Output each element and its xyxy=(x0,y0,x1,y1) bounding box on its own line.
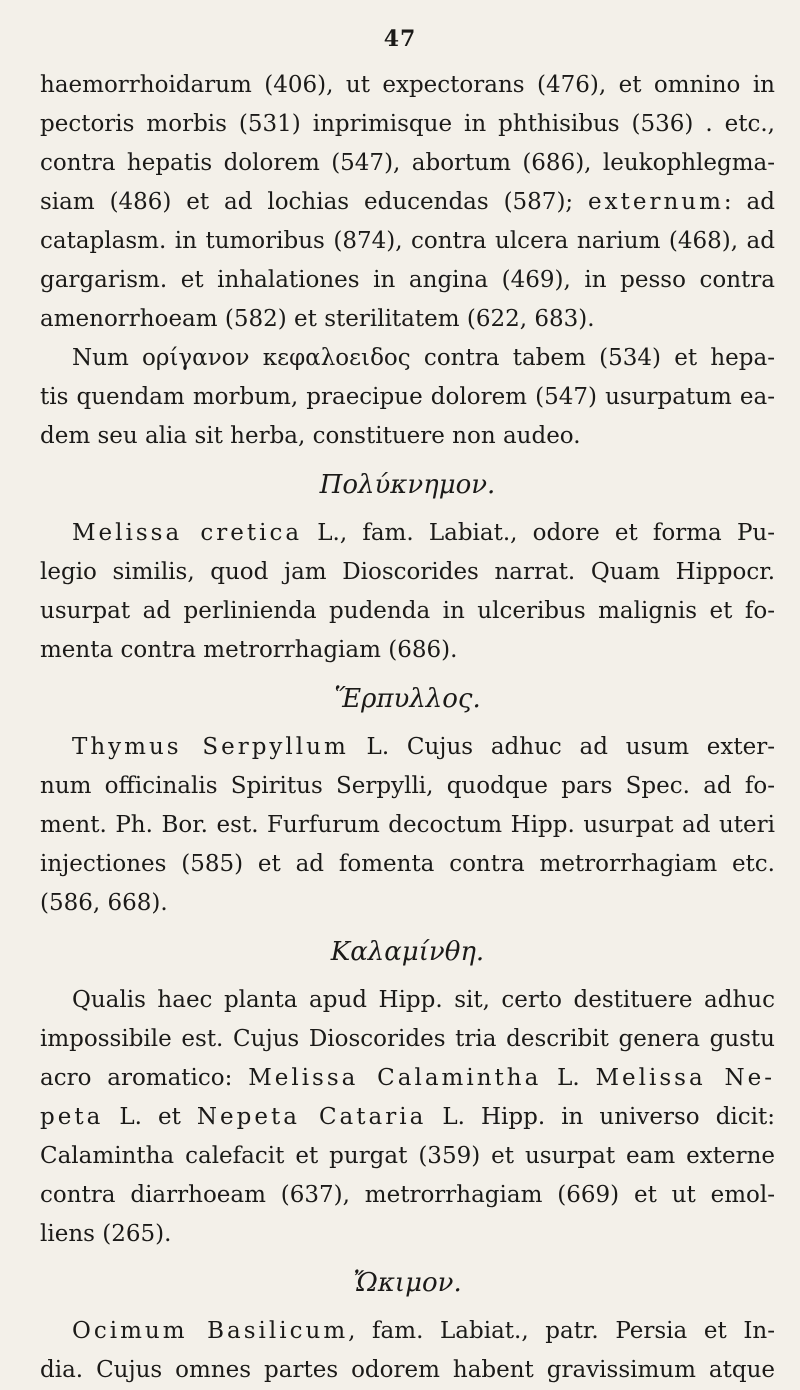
text-line: amenorrhoeam (582) et sterilitatem (622, 683). xyxy=(40,306,595,332)
text-line: dem seu alia sit herba, constituere non audeo. xyxy=(40,423,581,449)
spaced-term: Thymus Serpyllum xyxy=(72,734,349,760)
text-line: liens (265). xyxy=(40,1221,172,1247)
text-line: haemorrhoidarum (406), ut expectorans (476), et omnino in xyxy=(40,72,775,98)
text-line xyxy=(40,1059,775,1098)
text-line xyxy=(40,183,775,222)
text-line: (586, 668). xyxy=(40,890,168,916)
page-text xyxy=(40,66,775,1390)
page-number: 47 xyxy=(383,26,417,52)
spaced-term: Melissa Ne- xyxy=(595,1065,775,1091)
text-line: Qualis haec planta apud Hipp. sit, certo destituere adhuc xyxy=(72,987,775,1013)
text-line: injectiones (585) et ad fomenta contra metrorrhagiam etc. xyxy=(40,851,775,877)
text-run: siam (486) et ad lochias educendas (587); xyxy=(40,189,589,215)
text-line: pectoris morbis (531) inprimisque in phthisibus (536) . etc., xyxy=(40,111,775,137)
section-heading: Καλαμίνθη. xyxy=(330,937,485,967)
text-line: ment. Ph. Bor. est. Furfurum decoctum Hipp. usurpat ad uteri xyxy=(40,812,775,838)
section-heading: Ὤκιμον. xyxy=(353,1268,462,1298)
section-heading: Ἕρπυλλος. xyxy=(334,684,481,714)
text-run: , fam. Labiat., patr. Persia et In- xyxy=(348,1318,775,1344)
text-line: usurpat ad perlinienda pudenda in ulceribus malignis et fo- xyxy=(40,598,775,624)
text-run: L. xyxy=(541,1065,596,1091)
spaced-term: Ocimum Basilicum xyxy=(72,1318,349,1344)
text-run: L. Cujus adhuc ad usum exter- xyxy=(348,734,775,760)
text-line: Num ορίγανον κεφαλοειδος contra tabem (534) et hepa- xyxy=(72,345,775,371)
spaced-term: Nepeta Cataria xyxy=(196,1104,427,1130)
section-heading: Πολύκνημον. xyxy=(319,470,496,500)
text-line: gargarism. et inhalationes in angina (469), in pesso contra xyxy=(40,267,775,293)
spaced-term: peta xyxy=(40,1104,104,1130)
text-run: L. Hipp. in universo dicit: xyxy=(426,1104,775,1130)
text-run: : ad xyxy=(723,189,775,215)
text-line: dia. Cujus omnes partes odorem habent gravissimum atque xyxy=(40,1357,775,1383)
text-line: impossibile est. Cujus Dioscorides tria describit genera gustu xyxy=(40,1026,775,1052)
text-line: num officinalis Spiritus Serpylli, quodque pars Spec. ad fo- xyxy=(40,773,775,799)
text-run: acro aromatico: xyxy=(40,1065,249,1091)
text-line: contra diarrhoeam (637), metrorrhagiam (669) et ut emol- xyxy=(40,1182,775,1208)
text-line xyxy=(40,1098,775,1137)
text-line: tis quendam morbum, praecipue dolorem (547) usurpatum ea- xyxy=(40,384,775,410)
spaced-term: externum xyxy=(588,189,724,215)
text-line xyxy=(40,514,775,553)
text-run: L. et xyxy=(103,1104,197,1130)
text-line: Calamintha calefacit et purgat (359) et usurpat eam externe xyxy=(40,1143,775,1169)
spaced-term: Melissa cretica xyxy=(72,520,303,546)
text-line: contra hepatis dolorem (547), abortum (686), leukophlegma- xyxy=(40,150,775,176)
text-line xyxy=(40,1312,775,1351)
text-line: legio similis, quod jam Dioscorides narrat. Quam Hippocr. xyxy=(40,559,775,585)
text-line: cataplasm. in tumoribus (874), contra ulcera narium (468), ad xyxy=(40,228,775,254)
text-line xyxy=(40,728,775,767)
text-run: L., fam. Labiat., odore et forma Pu- xyxy=(302,520,776,546)
spaced-term: Melissa Calamintha xyxy=(248,1065,542,1091)
text-line: menta contra metrorrhagiam (686). xyxy=(40,637,458,663)
